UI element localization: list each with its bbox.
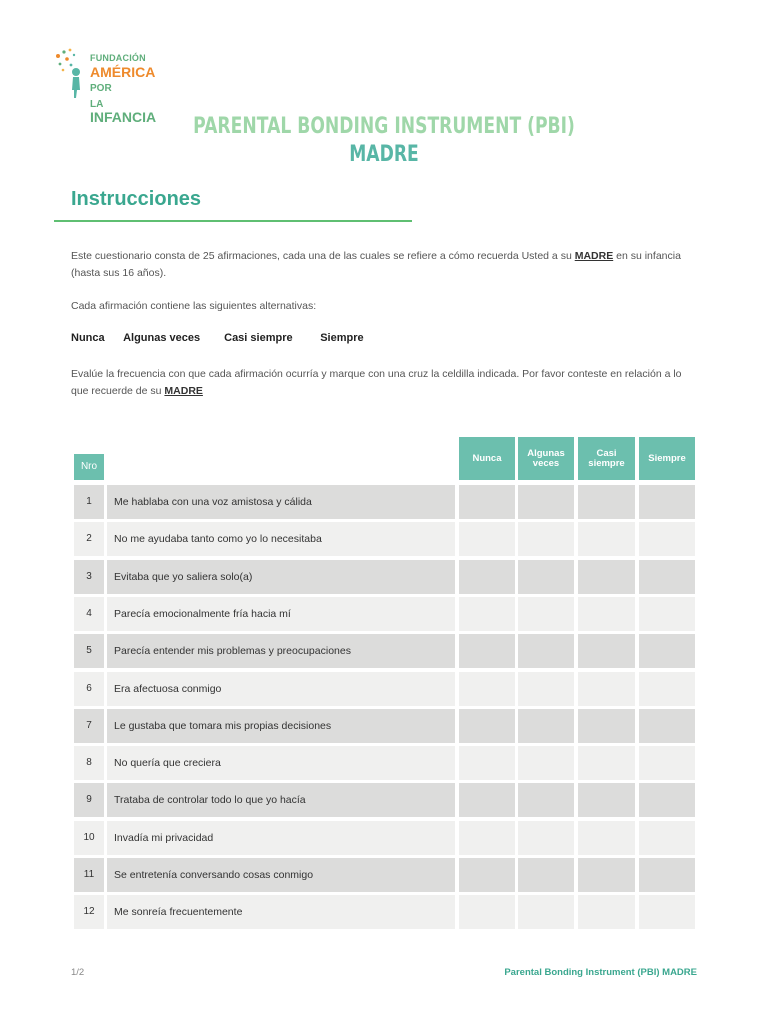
alternative-item: Siempre (320, 332, 364, 344)
page-number: 1/2 (71, 967, 85, 978)
answer-cell-nunca[interactable] (459, 895, 515, 929)
row-statement: Era afectuosa conmigo (107, 672, 455, 706)
answer-cell-siempre[interactable] (639, 597, 695, 631)
row-statement: No me ayudaba tanto como yo lo necesitaba (107, 522, 455, 556)
answer-cell-siempre[interactable] (639, 783, 695, 817)
answer-cell-siempre[interactable] (639, 746, 695, 780)
table-header-nro: Nro (74, 454, 104, 480)
answer-cell-nunca[interactable] (459, 485, 515, 519)
answer-cell-casi-siempre[interactable] (578, 783, 635, 817)
table-header-algunas-veces: Algunas veces (518, 437, 574, 480)
answer-cell-algunas-veces[interactable] (518, 783, 574, 817)
answer-cell-siempre[interactable] (639, 485, 695, 519)
table-row (74, 858, 695, 892)
answer-cell-algunas-veces[interactable] (518, 821, 574, 855)
answer-cell-casi-siempre[interactable] (578, 672, 635, 706)
answer-cell-algunas-veces[interactable] (518, 560, 574, 594)
logo-line-fundacion: FUNDACIÓN (90, 53, 146, 63)
row-number: 2 (74, 522, 104, 556)
row-statement: Me sonreía frecuentemente (107, 895, 455, 929)
instructions-paragraph-1: Este cuestionario consta de 25 afirmaciones, cada una de las cuales se refiere a cómo recuerda Usted a su MADRE en su infancia (hasta sus 16 años). (71, 250, 681, 279)
row-number: 6 (74, 672, 104, 706)
logo-line-infancia: INFANCIA (90, 109, 157, 125)
answer-cell-siempre[interactable] (639, 634, 695, 668)
table-row (74, 783, 695, 817)
section-divider (54, 220, 412, 222)
answer-cell-algunas-veces[interactable] (518, 709, 574, 743)
row-number: 11 (74, 858, 104, 892)
logo-line-la: LA (90, 99, 104, 110)
alternative-item: Casi siempre (224, 332, 293, 344)
row-number: 7 (74, 709, 104, 743)
row-number: 4 (74, 597, 104, 631)
answer-cell-algunas-veces[interactable] (518, 522, 574, 556)
logo-line-america: AMÉRICA (90, 64, 155, 80)
document-title: PARENTAL BONDING INSTRUMENT (PBI) (193, 114, 575, 139)
row-number: 9 (74, 783, 104, 817)
answer-cell-algunas-veces[interactable] (518, 746, 574, 780)
answer-cell-nunca[interactable] (459, 634, 515, 668)
answer-cell-casi-siempre[interactable] (578, 522, 635, 556)
foundation-logo (52, 46, 172, 125)
table-row (74, 895, 695, 929)
answer-cell-nunca[interactable] (459, 821, 515, 855)
answer-cell-nunca[interactable] (459, 783, 515, 817)
answer-cell-algunas-veces[interactable] (518, 597, 574, 631)
document-subtitle: MADRE (349, 142, 419, 167)
row-statement: Se entretenía conversando cosas conmigo (107, 858, 455, 892)
table-header-nunca: Nunca (459, 437, 515, 480)
table-header-casi-siempre: Casi siempre (578, 437, 635, 480)
answer-cell-nunca[interactable] (459, 672, 515, 706)
row-number: 8 (74, 746, 104, 780)
row-statement: Me hablaba con una voz amistosa y cálida (107, 485, 455, 519)
answer-cell-nunca[interactable] (459, 858, 515, 892)
answer-cell-algunas-veces[interactable] (518, 672, 574, 706)
table-row (74, 597, 695, 631)
answer-cell-algunas-veces[interactable] (518, 858, 574, 892)
row-statement: Parecía entender mis problemas y preocupaciones (107, 634, 455, 668)
answer-cell-siempre[interactable] (639, 709, 695, 743)
section-title: Instrucciones (71, 188, 202, 210)
alternative-item: Algunas veces (123, 332, 201, 344)
answer-cell-siempre[interactable] (639, 895, 695, 929)
row-statement: Le gustaba que tomara mis propias decisiones (107, 709, 455, 743)
instructions-paragraph-2: Cada afirmación contiene las siguientes alternativas: (71, 300, 317, 312)
answer-cell-casi-siempre[interactable] (578, 634, 635, 668)
answer-cell-nunca[interactable] (459, 709, 515, 743)
madre-emphasis-2: MADRE (164, 385, 203, 397)
answer-cell-nunca[interactable] (459, 597, 515, 631)
table-row (74, 522, 695, 556)
child-balloons-icon (52, 46, 92, 102)
answer-cell-algunas-veces[interactable] (518, 895, 574, 929)
answer-cell-siempre[interactable] (639, 672, 695, 706)
row-statement: Trataba de controlar todo lo que yo hacía (107, 783, 455, 817)
answer-cell-casi-siempre[interactable] (578, 858, 635, 892)
answer-cell-casi-siempre[interactable] (578, 560, 635, 594)
logo-line-por: POR (90, 83, 112, 94)
table-row (74, 634, 695, 668)
table-header-siempre: Siempre (639, 437, 695, 480)
alternative-item: Nunca (71, 332, 105, 344)
answer-cell-casi-siempre[interactable] (578, 746, 635, 780)
answer-cell-siempre[interactable] (639, 821, 695, 855)
answer-cell-casi-siempre[interactable] (578, 821, 635, 855)
answer-cell-nunca[interactable] (459, 560, 515, 594)
answer-cell-casi-siempre[interactable] (578, 597, 635, 631)
instructions-paragraph-3: Evalúe la frecuencia con que cada afirmación ocurría y marque con una cruz la celdilla indicada. Por favor conteste en relación a lo que recuerde de su MADRE (71, 368, 682, 397)
row-number: 10 (74, 821, 104, 855)
table-row (74, 821, 695, 855)
row-number: 12 (74, 895, 104, 929)
row-number: 1 (74, 485, 104, 519)
table-row (74, 672, 695, 706)
answer-cell-casi-siempre[interactable] (578, 709, 635, 743)
row-statement: Invadía mi privacidad (107, 821, 455, 855)
answer-cell-siempre[interactable] (639, 858, 695, 892)
row-statement: Evitaba que yo saliera solo(a) (107, 560, 455, 594)
table-row (74, 709, 695, 743)
answer-cell-nunca[interactable] (459, 746, 515, 780)
madre-emphasis-1: MADRE (574, 250, 614, 262)
answer-cell-siempre[interactable] (639, 560, 695, 594)
answer-cell-algunas-veces[interactable] (518, 634, 574, 668)
alternatives-list (71, 332, 364, 344)
answer-cell-siempre[interactable] (639, 522, 695, 556)
answer-cell-nunca[interactable] (459, 522, 515, 556)
row-statement: Parecía emocionalmente fría hacia mí (107, 597, 455, 631)
footer-title: Parental Bonding Instrument (PBI) MADRE (504, 967, 697, 978)
table-row (74, 746, 695, 780)
answer-cell-casi-siempre[interactable] (578, 485, 635, 519)
answer-cell-casi-siempre[interactable] (578, 895, 635, 929)
row-number: 3 (74, 560, 104, 594)
table-row (74, 485, 695, 519)
answer-cell-algunas-veces[interactable] (518, 485, 574, 519)
row-number: 5 (74, 634, 104, 668)
table-row (74, 560, 695, 594)
row-statement: No quería que creciera (107, 746, 455, 780)
